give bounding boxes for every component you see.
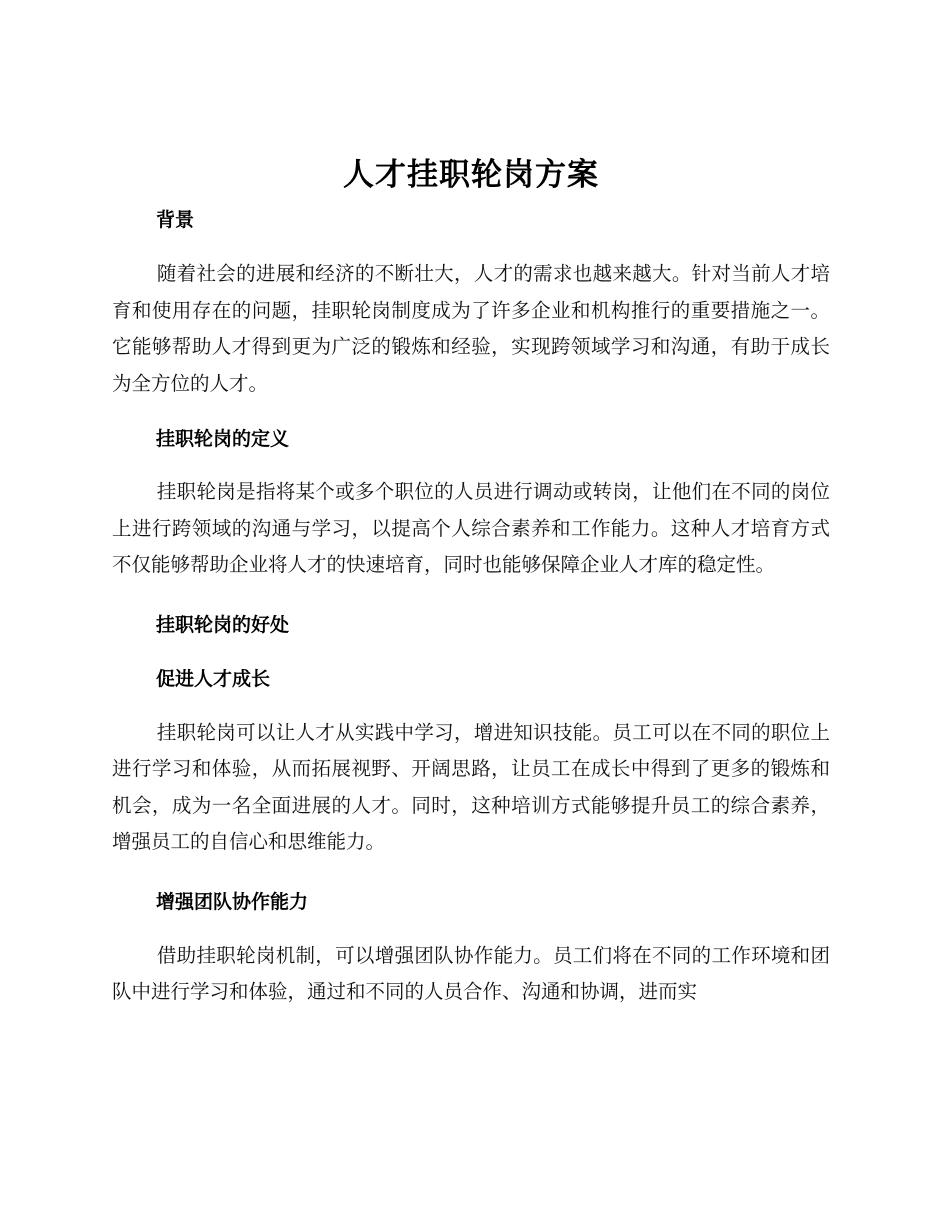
heading-benefits: 挂职轮岗的好处 [156,613,290,636]
paragraph-teamwork: 借助挂职轮岗机制，可以增强团队协作能力。员工们将在不同的工作环境和团队中进行学习和体验，通过和不同的人员合作、沟通和协调，进而实 [112,943,830,1003]
paragraph-background: 随着社会的进展和经济的不断壮大，人才的需求也越来越大。针对当前人才培育和使用存在的问题，挂职轮岗制度成为了许多企业和机构推行的重要措施之一。它能够帮助人才得到更为广泛的锻炼和经验，实现跨领域学习和沟通，有助于成长为全方位的人才。 [112,262,830,395]
heading-teamwork: 增强团队协作能力 [156,890,309,913]
document-title: 人才挂职轮岗方案 [343,157,599,193]
heading-background: 背景 [156,209,195,231]
document-body [112,152,830,1011]
paragraph-definition: 挂职轮岗是指将某个或多个职位的人员进行调动或转岗，让他们在不同的岗位上进行跨领域的沟通与学习，以提高个人综合素养和工作能力。这种人才培育方式不仅能够帮助企业将人才的快速培育，同时也能够保障企业人才库的稳定性。 [112,480,830,576]
paragraph-talent-growth: 挂职轮岗可以让人才从实践中学习，增进知识技能。员工可以在不同的职位上进行学习和体验，从而拓展视野、开阔思路，让员工在成长中得到了更多的锻炼和机会，成为一名全面进展的人才。同时，这种培训方式能够提升员工的综合素养，增强员工的自信心和思维能力。 [112,720,830,853]
heading-definition: 挂职轮岗的定义 [156,428,290,450]
heading-talent-growth: 促进人才成长 [156,667,271,690]
